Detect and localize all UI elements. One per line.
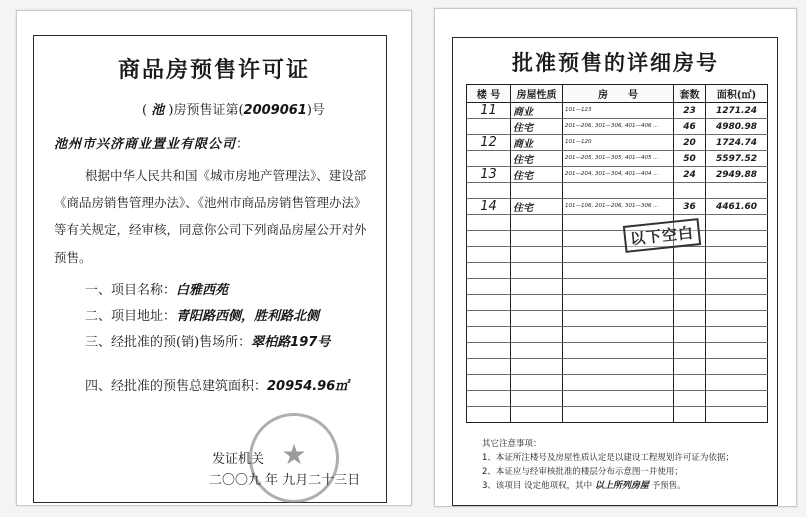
- cell-count: [674, 183, 706, 199]
- cell-rooms: [563, 343, 674, 359]
- item-label: 三、经批准的预(销)售场所：: [85, 335, 252, 350]
- cell-count: [674, 407, 706, 423]
- cell-building: [467, 215, 511, 231]
- cell-count: [674, 343, 706, 359]
- table-row: [467, 295, 768, 311]
- certificate-right-page: [434, 8, 797, 507]
- cell-building: [467, 327, 511, 343]
- cell-area: [706, 343, 768, 359]
- cell-area: [706, 375, 768, 391]
- cell-nature: [511, 359, 563, 375]
- cell-building: 12: [467, 135, 511, 151]
- cell-area: [706, 263, 768, 279]
- cell-nature: [511, 343, 563, 359]
- cell-rooms: [563, 359, 674, 375]
- certificate-title: 商品房预售许可证: [117, 58, 310, 83]
- item-value-handwritten: 青阳路西侧，胜利路北侧: [176, 309, 320, 324]
- body-line-1: 根据中华人民共和国《城市房地产管理法》、建设部: [85, 168, 367, 183]
- cell-building: [467, 359, 511, 375]
- note-3-suffix: 予预售。: [651, 481, 686, 491]
- note-3: [482, 479, 734, 493]
- cell-area: [706, 311, 768, 327]
- developer-colon: ：: [236, 137, 251, 152]
- cell-rooms: 201—204, 301—304, 401—404 ...: [563, 167, 674, 183]
- note-3-handwritten: 以上所列房屋: [594, 481, 649, 491]
- cell-area: 5597.52: [706, 151, 768, 167]
- cell-nature: 住宅: [511, 151, 563, 167]
- cell-area: [706, 407, 768, 423]
- cell-count: 36: [674, 199, 706, 215]
- cell-nature: 商业: [511, 103, 563, 119]
- cell-area: [706, 327, 768, 343]
- table-row: [467, 119, 768, 135]
- cell-nature: 住宅: [511, 119, 563, 135]
- cell-area: [706, 231, 768, 247]
- certificate-left-page: [16, 10, 412, 506]
- cell-building: [467, 183, 511, 199]
- seal-star-icon: ★: [281, 438, 307, 471]
- cell-nature: 住宅: [511, 167, 563, 183]
- header-count: 套数: [674, 85, 706, 103]
- cell-count: [674, 295, 706, 311]
- cell-rooms: [563, 327, 674, 343]
- cell-building: 14: [467, 199, 511, 215]
- item-total-area: [85, 375, 348, 394]
- cell-building: [467, 343, 511, 359]
- cert-area-handwritten: 池: [151, 103, 165, 118]
- cell-building: [467, 407, 511, 423]
- table-row: [467, 343, 768, 359]
- cell-rooms: [563, 391, 674, 407]
- cell-count: [674, 327, 706, 343]
- notes-section: [482, 437, 734, 493]
- developer-name-handwritten: 池州市兴济商业置业有限公司: [54, 137, 237, 152]
- table-row: [467, 279, 768, 295]
- cell-count: [674, 279, 706, 295]
- cell-count: [674, 247, 706, 263]
- cert-number-handwritten: 2009061: [243, 103, 307, 118]
- cell-count: 20: [674, 135, 706, 151]
- item-label: 二、项目地址：: [85, 309, 177, 324]
- blank-below-stamp: 以下空白: [623, 218, 701, 253]
- cell-area: [706, 215, 768, 231]
- item-project-address: [85, 305, 319, 324]
- cell-building: 11: [467, 103, 511, 119]
- detail-title: 批准预售的详细房号: [512, 51, 719, 75]
- cell-building: [467, 311, 511, 327]
- table-row: [467, 231, 768, 247]
- header-room: 房 号: [563, 85, 674, 103]
- cell-rooms: [563, 263, 674, 279]
- house-number-table: [466, 84, 768, 423]
- item-project-name: [85, 279, 228, 298]
- table-row: [467, 263, 768, 279]
- cell-nature: [511, 407, 563, 423]
- issue-date: 二〇〇九 年 九月二十三日: [209, 473, 361, 488]
- cell-rooms: [563, 311, 674, 327]
- cell-building: [467, 295, 511, 311]
- table-body: [467, 103, 768, 423]
- cell-area: 1271.24: [706, 103, 768, 119]
- item-value-handwritten: 20954.96㎡: [267, 379, 349, 394]
- item-label: 四、经批准的预售总建筑面积：: [85, 379, 268, 394]
- cell-area: 4980.98: [706, 119, 768, 135]
- table-row: [467, 391, 768, 407]
- table-row: [467, 103, 768, 119]
- cell-area: [706, 279, 768, 295]
- table-row: [467, 311, 768, 327]
- cert-mid: )房预售证第(: [168, 103, 244, 118]
- cell-area: [706, 183, 768, 199]
- header-area: 面积(㎡): [706, 85, 768, 103]
- cell-rooms: 101—106, 201—206, 301—306 ...: [563, 199, 674, 215]
- cell-nature: [511, 247, 563, 263]
- cell-nature: [511, 183, 563, 199]
- cell-area: [706, 359, 768, 375]
- table-row: [467, 375, 768, 391]
- table-row: [467, 215, 768, 231]
- developer-name-line: [54, 133, 250, 152]
- cell-rooms: 101—123: [563, 103, 674, 119]
- cell-rooms: [563, 183, 674, 199]
- cell-count: [674, 391, 706, 407]
- cell-count: [674, 375, 706, 391]
- cell-rooms: [563, 279, 674, 295]
- item-value-handwritten: 翠柏路197号: [251, 335, 331, 350]
- cell-building: [467, 391, 511, 407]
- cell-building: [467, 119, 511, 135]
- cert-suffix: )号: [306, 103, 325, 118]
- cell-rooms: [563, 295, 674, 311]
- note-2: 2、本证应与经审核批准的楼层分布示意图一并使用；: [482, 467, 683, 477]
- cell-building: 13: [467, 167, 511, 183]
- table-row: [467, 247, 768, 263]
- table-row: [467, 135, 768, 151]
- cell-building: [467, 279, 511, 295]
- cell-rooms: [563, 407, 674, 423]
- cell-count: 50: [674, 151, 706, 167]
- table-row: [467, 407, 768, 423]
- table-row: [467, 183, 768, 199]
- cell-rooms: 101—120: [563, 135, 674, 151]
- cell-nature: [511, 231, 563, 247]
- note-1: 1、本证所注楼号及房屋性质认定是以建设工程规划许可证为依据；: [482, 453, 734, 463]
- cell-rooms: 201—206, 301—306, 401—406 ...: [563, 119, 674, 135]
- body-line-2: 《商品房销售管理办法》、《池州市商品房销售管理办法》: [54, 195, 367, 210]
- cell-building: [467, 231, 511, 247]
- cell-count: [674, 263, 706, 279]
- table-header-row: [467, 85, 768, 103]
- header-building: 楼 号: [467, 85, 511, 103]
- cell-area: [706, 391, 768, 407]
- cell-nature: [511, 327, 563, 343]
- cell-nature: [511, 263, 563, 279]
- cell-nature: [511, 279, 563, 295]
- item-value-handwritten: 白雅西苑: [176, 283, 229, 298]
- note-3-prefix: 3、该项目: [482, 481, 522, 491]
- cell-nature: [511, 391, 563, 407]
- cell-nature: [511, 311, 563, 327]
- cell-nature: [511, 375, 563, 391]
- issuing-authority: 发证机关: [212, 452, 265, 467]
- table-row: [467, 151, 768, 167]
- certificate-number-line: [142, 99, 325, 118]
- cell-building: [467, 375, 511, 391]
- cell-count: 46: [674, 119, 706, 135]
- cert-prefix: (: [142, 103, 148, 118]
- header-nature: 房屋性质: [511, 85, 563, 103]
- cell-building: [467, 247, 511, 263]
- body-line-4: 预售。: [54, 250, 92, 265]
- notes-title: 其它注意事项：: [482, 439, 542, 449]
- cell-count: 24: [674, 167, 706, 183]
- cell-count: [674, 359, 706, 375]
- cell-area: 2949.88: [706, 167, 768, 183]
- table-row: [467, 199, 768, 215]
- cell-rooms: 201—205, 301—305, 401—405 ...: [563, 151, 674, 167]
- note-3-mid: 设定他项权，其中: [524, 481, 593, 491]
- cell-rooms: [563, 375, 674, 391]
- cell-area: [706, 247, 768, 263]
- cell-building: [467, 151, 511, 167]
- cell-area: 1724.74: [706, 135, 768, 151]
- cell-count: 23: [674, 103, 706, 119]
- cell-nature: [511, 215, 563, 231]
- table-row: [467, 167, 768, 183]
- cell-building: [467, 263, 511, 279]
- item-label: 一、项目名称：: [85, 283, 177, 298]
- cell-count: [674, 311, 706, 327]
- cell-nature: [511, 295, 563, 311]
- cell-area: 4461.60: [706, 199, 768, 215]
- cell-nature: 商业: [511, 135, 563, 151]
- item-sales-location: [85, 331, 330, 350]
- body-line-3: 等有关规定，经审核，同意你公司下列商品房屋公开对外: [54, 222, 367, 237]
- cell-area: [706, 295, 768, 311]
- cell-nature: 住宅: [511, 199, 563, 215]
- table-row: [467, 359, 768, 375]
- table-row: [467, 327, 768, 343]
